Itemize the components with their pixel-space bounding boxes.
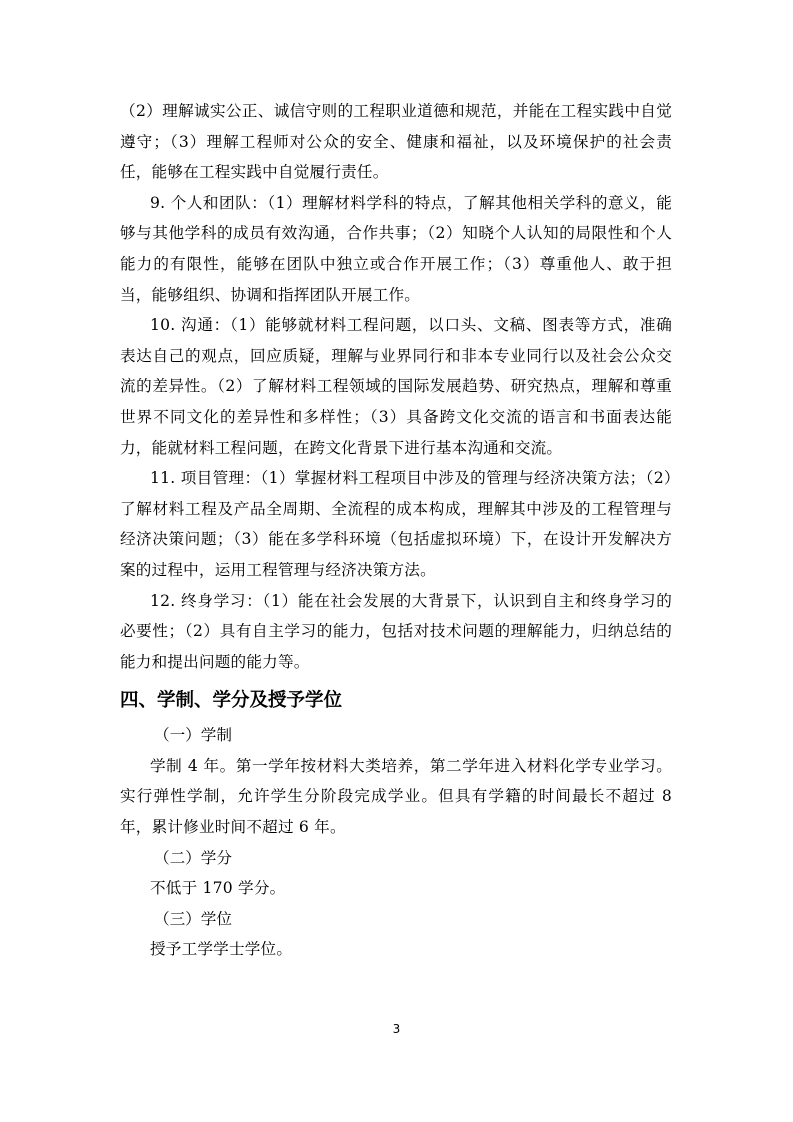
paragraph-ethics-continued: （2）理解诚实公正、诚信守则的工程职业道德和规范，并能在工程实践中自觉遵守；（3）理解工程师对公众的安全、健康和福祉，以及环境保护的社会责任，能够在工程实践中自觉履行责任。 — [120, 102, 672, 182]
paragraph-credits: 不低于 170 学分。 — [150, 879, 286, 898]
subsection-title-duration: （一）学制 — [154, 726, 232, 745]
section-title: 四、学制、学分及授予学位 — [120, 690, 343, 712]
paragraph-degree: 授予工学学士学位。 — [150, 940, 293, 959]
paragraph-lifelong-learning: 12. 终身学习：（1）能在社会发展的大背景下，认识到自主和终身学习的必要性；（2）具有自主学习的能力，包括对技术问题的理解能力，归纳总结的能力和提出问题的能力等。 — [120, 591, 672, 671]
document-body — [120, 96, 672, 965]
paragraph-project-management: 11. 项目管理：（1）掌握材料工程项目中涉及的管理与经济决策方法；（2）了解材料工程及产品全周期、全流程的成本构成，理解其中涉及的工程管理与经济决策问题；（3）能在多学科环境（包括虚拟环境）下，在设计开发解决方案的过程中，运用工程管理与经济决策方法。 — [120, 469, 672, 579]
paragraph-individual-team: 9. 个人和团队：（1）理解材料学科的特点，了解其他相关学科的意义，能够与其他学科的成员有效沟通，合作共事；（2）知晓个人认知的局限性和个人能力的有限性，能够在团队中独立或合作开展工作；（3）尊重他人、敢于担当，能够组织、协调和指挥团队开展工作。 — [120, 193, 672, 304]
page-number: 3 — [392, 1022, 401, 1036]
paragraph-communication: 10. 沟通：（1）能够就材料工程问题，以口头、文稿、图表等方式，准确表达自己的观点，回应质疑，理解与业界同行和非本专业同行以及社会公众交流的差异性。（2）了解材料工程领域的国际发展趋势、研究热点，理解和尊重世界不同文化的差异性和多样性；（3）具备跨文化交流的语言和书面表达能力，能就材料工程问题，在跨文化背景下进行基本沟通和交流。 — [120, 316, 672, 457]
paragraph-duration: 学制 4 年。第一学年按材料大类培养，第二学年进入材料化学专业学习。实行弹性学制，允许学生分阶段完成学业。但具有学籍的时间最长不超过 8 年，累计修业时间不超过 6 年。 — [120, 756, 672, 837]
subsection-title-credits: （二）学分 — [154, 848, 232, 867]
subsection-title-degree: （三）学位 — [154, 909, 232, 928]
